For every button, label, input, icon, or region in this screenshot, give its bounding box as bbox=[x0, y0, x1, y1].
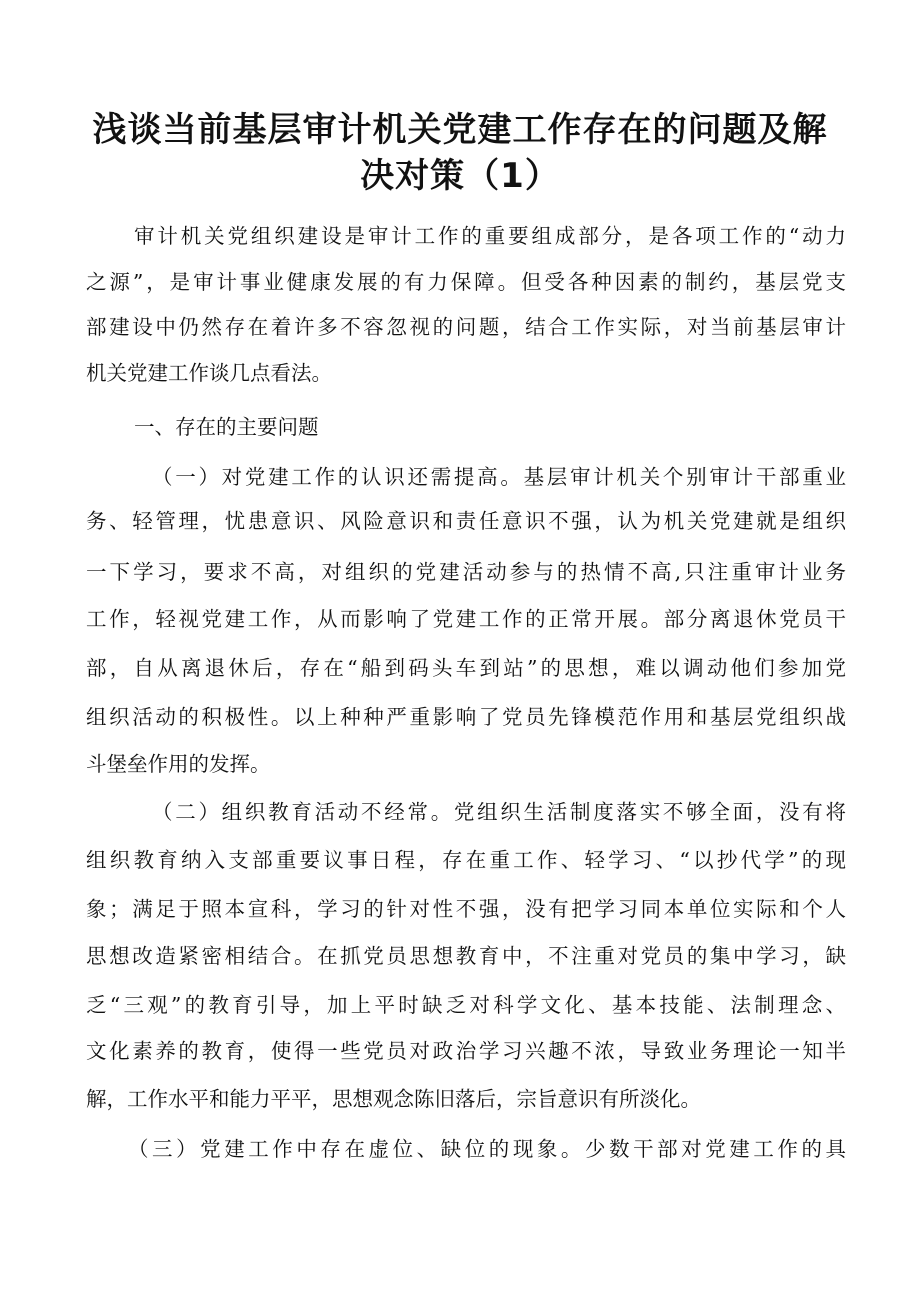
paragraph-2-line: 部，自从离退休后，存在“船到码头车到站”的思想，难以调动他们参加党 bbox=[86, 656, 846, 680]
paragraph-3-line: 解，工作水平和能力平平，思想观念陈旧落后，宗旨意识有所淡化。 bbox=[86, 1087, 701, 1111]
paragraph-2-line: 工作，轻视党建工作，从而影响了党建工作的正常开展。部分离退休党员干 bbox=[86, 607, 846, 631]
paragraph-4-line: （三）党建工作中存在虚位、缺位的现象。少数干部对党建工作的具 bbox=[128, 1137, 846, 1161]
paragraph-2-line: （一）对党建工作的认识还需提高。基层审计机关个别审计干部重业 bbox=[152, 465, 846, 489]
paragraph-1-line: 之源”，是审计事业健康发展的有力保障。但受各种因素的制约，基层党支 bbox=[86, 270, 846, 294]
section-heading: 一、存在的主要问题 bbox=[134, 415, 319, 439]
paragraph-3-line: （二）组织教育活动不经常。党组织生活制度落实不够全面，没有将 bbox=[152, 800, 846, 824]
paragraph-3-line: 思想改造紧密相结合。在抓党员思想教育中，不注重对党员的集中学习，缺 bbox=[86, 944, 846, 968]
paragraph-3-line: 乏“三观”的教育引导，加上平时缺乏对科学文化、基本技能、法制理念、 bbox=[86, 993, 846, 1017]
paragraph-1-line: 审计机关党组织建设是审计工作的重要组成部分，是各项工作的“动力 bbox=[134, 224, 846, 248]
paragraph-3-line: 组织教育纳入支部重要议事日程，存在重工作、轻学习、“以抄代学”的现 bbox=[86, 848, 846, 872]
paragraph-3-line: 象；满足于照本宣科，学习的针对性不强，没有把学习同本单位实际和个人 bbox=[86, 897, 846, 921]
paragraph-3-line: 文化素养的教育，使得一些党员对政治学习兴趣不浓，导致业务理论一知半 bbox=[86, 1039, 846, 1063]
paragraph-2-line: 组织活动的积极性。以上种种严重影响了党员先锋模范作用和基层党组织战 bbox=[86, 705, 846, 729]
paragraph-2-line: 一下学习，要求不高，对组织的党建活动参与的热情不高,只注重审计业务 bbox=[86, 560, 846, 584]
paragraph-2-line: 务、轻管理，忧患意识、风险意识和责任意识不强，认为机关党建就是组织 bbox=[86, 509, 846, 533]
document-title-line-1: 浅谈当前基层审计机关党建工作存在的问题及解 bbox=[92, 110, 828, 150]
paragraph-1-line: 机关党建工作谈几点看法。 bbox=[86, 361, 332, 385]
document-title-line-2: 决对策（1） bbox=[360, 156, 560, 196]
paragraph-1-line: 部建设中仍然存在着许多不容忽视的问题，结合工作实际，对当前基层审计 bbox=[86, 315, 846, 339]
paragraph-2-line: 斗堡垒作用的发挥。 bbox=[86, 752, 271, 776]
